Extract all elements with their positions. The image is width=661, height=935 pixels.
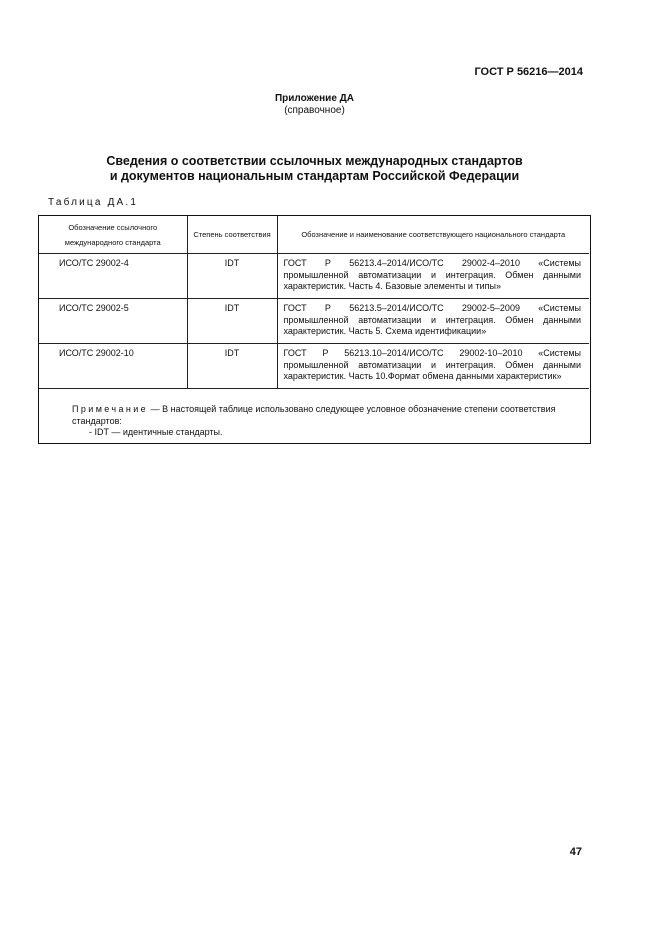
header-ref-standard: Обозначение ссылочного международного стандарта bbox=[39, 216, 187, 254]
cell-degree: IDT bbox=[187, 254, 277, 299]
conformity-table bbox=[39, 216, 589, 389]
table-row bbox=[39, 254, 589, 299]
appendix-title: Приложение ДА bbox=[274, 93, 355, 104]
cell-ref-standard: ИСО/ТС 29002-4 bbox=[39, 254, 187, 299]
page-number: 47 bbox=[569, 846, 582, 858]
table-note bbox=[39, 398, 589, 439]
cell-ref-standard: ИСО/ТС 29002-10 bbox=[39, 344, 187, 389]
table-frame bbox=[38, 215, 591, 444]
cell-degree: IDT bbox=[187, 344, 277, 389]
table-header-row bbox=[39, 216, 589, 254]
table-row bbox=[39, 299, 589, 344]
cell-national-standard: ГОСТ Р 56213.4–2014/ИСО/ТС 29002-4–2010 «Системы промышленной автоматизации и интеграция. Обмен данными характеристик. Часть 4. Базовые элементы и типы» bbox=[277, 254, 589, 299]
cell-degree: IDT bbox=[187, 299, 277, 344]
page-title bbox=[0, 154, 629, 184]
cell-national-standard: ГОСТ Р 56213.5–2014/ИСО/ТС 29002-5–2009 «Системы промышленной автоматизации и интеграция. Обмен данными характеристик. Часть 5. Схема идентификации» bbox=[277, 299, 589, 344]
note-label: Примечание bbox=[72, 404, 149, 414]
document-code: ГОСТ Р 56216—2014 bbox=[474, 66, 583, 78]
header-degree: Степень соответствия bbox=[187, 216, 277, 254]
page-title-line-2: и документов национальным стандартам Российской Федерации bbox=[109, 169, 520, 183]
cell-ref-standard: ИСО/ТС 29002-5 bbox=[39, 299, 187, 344]
note-body: — В настоящей таблице использовано следующее условное обозначение степени соответствия стандартов: bbox=[72, 404, 556, 426]
cell-national-standard: ГОСТ Р 56213.10–2014/ИСО/ТС 29002-10–2010 «Системы промышленной автоматизации и интеграция. Обмен данными характеристик. Часть 10.Формат обмена данными характеристик» bbox=[277, 344, 589, 389]
table-row bbox=[39, 344, 589, 389]
page-title-line-1: Сведения о соответствии ссылочных международных стандартов bbox=[106, 154, 523, 168]
appendix-subtitle: (справочное) bbox=[284, 105, 345, 116]
header-national-standard: Обозначение и наименование соответствующего национального стандарта bbox=[277, 216, 589, 254]
appendix-heading bbox=[0, 93, 629, 117]
note-item: - IDT — идентичные стандарты. bbox=[89, 427, 223, 437]
note-text bbox=[44, 404, 581, 427]
table-caption: Таблица ДА.1 bbox=[48, 197, 139, 208]
